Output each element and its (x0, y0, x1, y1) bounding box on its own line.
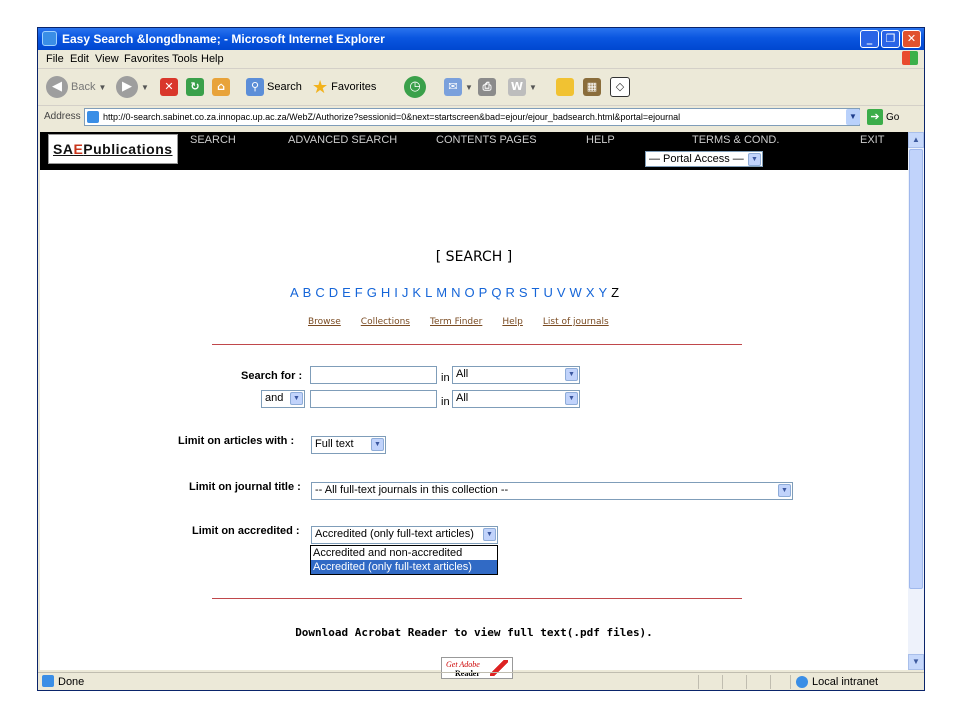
menu-bar (38, 50, 924, 69)
research-button[interactable] (583, 75, 601, 99)
history-button[interactable] (404, 75, 426, 99)
letter-v[interactable]: V (556, 285, 566, 300)
chevron-down-icon: ▼ (465, 82, 473, 92)
status-bar (38, 672, 924, 691)
back-label: Back (71, 81, 96, 93)
search-scope-select-1[interactable] (452, 366, 580, 384)
windows-logo-icon (902, 51, 918, 65)
limit-articles-label: Limit on articles with : (178, 435, 295, 447)
nav-terms[interactable]: TERMS & COND. (692, 134, 780, 146)
letter-i[interactable]: I (394, 285, 398, 300)
letter-u[interactable]: U (543, 285, 553, 300)
vertical-scrollbar[interactable] (908, 132, 924, 670)
list-of-journals-link[interactable]: List of journals (542, 317, 609, 327)
status-divider (770, 675, 771, 689)
search-icon: ⚲ (246, 78, 264, 96)
address-bar (38, 106, 924, 128)
favorites-label: Favorites (331, 81, 377, 93)
nav-exit[interactable]: EXIT (860, 134, 885, 146)
site-header (40, 132, 908, 170)
divider (212, 344, 742, 345)
letter-t[interactable]: T (531, 285, 540, 300)
option-accredited-and-non[interactable]: Accredited and non-accredited (313, 547, 463, 559)
back-button[interactable] (46, 75, 106, 99)
page-content (40, 132, 908, 678)
sa-epublications-logo[interactable] (48, 134, 178, 164)
go-arrow-icon: ➔ (867, 109, 883, 125)
letter-k[interactable]: K (412, 285, 422, 300)
term-finder-link[interactable]: Term Finder (430, 317, 483, 327)
nav-help[interactable]: HELP (586, 134, 615, 146)
status-divider (698, 675, 699, 689)
refresh-icon: ↻ (186, 78, 204, 96)
address-input[interactable] (84, 108, 860, 126)
minimize-button[interactable]: _ (860, 30, 879, 48)
letter-p[interactable]: P (478, 285, 488, 300)
nav-contents-pages[interactable]: CONTENTS PAGES (436, 134, 537, 146)
limit-journal-value: -- All full-text journals in this collection -- (315, 484, 509, 496)
chevron-down-icon: ▼ (565, 368, 578, 381)
go-label: Go (886, 111, 900, 123)
scope-value-2: All (456, 392, 469, 404)
chevron-down-icon: ▼ (371, 438, 384, 451)
forward-button[interactable] (116, 75, 149, 99)
option-accredited-only[interactable]: Accredited (only full-text articles) (311, 560, 497, 574)
page-icon (87, 111, 99, 123)
address-label: Address (44, 111, 81, 122)
menu-file[interactable]: File (46, 53, 64, 65)
portal-access-select[interactable] (645, 151, 763, 167)
search-links (308, 317, 609, 327)
home-button[interactable] (212, 75, 230, 99)
letter-w[interactable]: W (569, 285, 582, 300)
nav-search[interactable]: SEARCH (190, 134, 236, 146)
favorites-button[interactable] (312, 75, 376, 99)
status-text: Done (58, 676, 85, 688)
chevron-down-icon: ▼ (529, 82, 537, 92)
letter-e[interactable]: E (342, 285, 351, 300)
limit-journal-label: Limit on journal title : (189, 481, 301, 493)
title-bar (38, 28, 924, 50)
word-edit-icon: W (508, 78, 526, 96)
chevron-down-icon: ▼ (483, 528, 496, 541)
letter-a[interactable]: A (290, 285, 299, 300)
limit-accredited-select[interactable] (311, 526, 498, 544)
accredited-dropdown-list (310, 545, 498, 575)
maximize-button[interactable]: ❐ (881, 30, 900, 48)
stop-icon: ✕ (160, 78, 178, 96)
limit-accredited-value: Accredited (only full-text articles) (315, 528, 474, 540)
menu-edit[interactable]: Edit (70, 53, 89, 65)
search-term-input-1[interactable] (310, 366, 437, 384)
letter-y[interactable]: Y (598, 285, 608, 300)
print-button[interactable] (478, 75, 496, 99)
status-divider (746, 675, 747, 689)
letter-d[interactable]: D (328, 285, 339, 300)
menu-tools[interactable]: Tools (172, 53, 198, 65)
letter-x[interactable]: X (585, 285, 595, 300)
menu-help[interactable]: Help (201, 53, 224, 65)
chevron-down-icon: ▼ (141, 82, 149, 92)
letter-z[interactable]: Z (611, 285, 620, 300)
letter-l[interactable]: L (425, 285, 433, 300)
edit-button[interactable] (508, 75, 537, 99)
scroll-up-icon[interactable]: ▲ (908, 132, 924, 148)
scroll-thumb[interactable] (909, 149, 923, 589)
menu-favorites[interactable]: Favorites (124, 53, 170, 65)
ie-logo-icon (42, 31, 57, 46)
alphabet-index (290, 285, 619, 300)
messenger-button[interactable] (610, 75, 630, 99)
download-acrobat-text: Download Acrobat Reader to view full text(.pdf files). (295, 626, 653, 639)
letter-b[interactable]: B (302, 285, 312, 300)
collections-link[interactable]: Collections (360, 317, 410, 327)
search-label: Search (267, 81, 302, 93)
adobe-get-text: Get Adobe (446, 660, 480, 669)
go-button[interactable] (867, 109, 899, 125)
chevron-down-icon: ▼ (778, 484, 791, 497)
folder-icon (556, 78, 574, 96)
status-divider (790, 675, 791, 689)
chevron-down-icon: ▼ (748, 153, 761, 166)
page-done-icon (42, 675, 54, 687)
limit-accredited-label: Limit on accredited : (192, 525, 300, 537)
star-icon: ★ (312, 76, 329, 97)
search-scope-select-2[interactable] (452, 390, 580, 408)
page-title: [ SEARCH ] (435, 249, 513, 265)
in-label-1: in (441, 372, 450, 384)
search-for-label: Search for : (241, 370, 303, 382)
letter-j[interactable]: J (401, 285, 409, 300)
status-divider (722, 675, 723, 689)
operator-value: and (265, 392, 284, 404)
adobe-reader-text: Reader (455, 669, 480, 678)
letter-o[interactable]: O (464, 285, 475, 300)
folder-button[interactable] (556, 75, 574, 99)
letter-f[interactable]: F (354, 285, 363, 300)
forward-arrow-icon: ▶ (116, 76, 138, 98)
security-zone (796, 676, 878, 688)
back-arrow-icon: ◀ (46, 76, 68, 98)
address-dropdown-icon[interactable]: ▼ (846, 109, 860, 125)
browser-window (37, 27, 925, 691)
messenger-icon: ◇ (610, 77, 630, 97)
letter-h[interactable]: H (380, 285, 391, 300)
boolean-operator-select[interactable] (261, 390, 305, 408)
mail-button[interactable] (444, 75, 473, 99)
browse-link[interactable]: Browse (308, 317, 341, 327)
chevron-down-icon: ▼ (98, 82, 107, 92)
logo-prefix: SA (53, 141, 74, 157)
zone-label: Local intranet (812, 676, 879, 688)
close-button[interactable]: ✕ (902, 30, 921, 48)
intranet-globe-icon (796, 676, 808, 688)
letter-s[interactable]: S (518, 285, 528, 300)
help-link[interactable]: Help (502, 317, 523, 327)
letter-g[interactable]: G (366, 285, 377, 300)
address-url: http://0-search.sabinet.co.za.innopac.up.ac.za/WebZ/Authorize?sessionid=0&next=startscreen&bad=ejour/ejour_badsearch.html&portal=ejournal (103, 112, 681, 122)
limit-articles-select[interactable] (311, 436, 386, 454)
scroll-down-icon[interactable]: ▼ (908, 654, 924, 670)
in-label-2: in (441, 396, 450, 408)
toolbar (38, 69, 924, 106)
portal-select-value: — Portal Access — (649, 153, 744, 165)
logo-accent: E (73, 141, 84, 157)
nav-advanced-search[interactable]: ADVANCED SEARCH (288, 134, 398, 146)
home-icon: ⌂ (212, 78, 230, 96)
limit-articles-value: Full text (315, 438, 354, 450)
letter-r[interactable]: R (505, 285, 515, 300)
search-button[interactable] (246, 75, 302, 99)
menu-view[interactable]: View (95, 53, 119, 65)
print-icon: ⎙ (478, 78, 496, 96)
research-icon: ▦ (583, 78, 601, 96)
refresh-button[interactable] (186, 75, 204, 99)
history-icon: ◷ (404, 76, 426, 98)
window-title: Easy Search &longdbname; - Microsoft Internet Explorer (62, 32, 385, 46)
search-term-input-2[interactable] (310, 390, 437, 408)
scope-value-1: All (456, 368, 469, 380)
divider (212, 598, 742, 599)
limit-journal-select[interactable] (311, 482, 793, 500)
letter-q[interactable]: Q (491, 285, 502, 300)
letter-m[interactable]: M (436, 285, 448, 300)
chevron-down-icon: ▼ (290, 392, 303, 405)
chevron-down-icon: ▼ (565, 392, 578, 405)
letter-n[interactable]: N (451, 285, 461, 300)
letter-c[interactable]: C (315, 285, 325, 300)
stop-button[interactable] (160, 75, 178, 99)
logo-suffix: Publications (83, 141, 173, 157)
mail-icon: ✉ (444, 78, 462, 96)
